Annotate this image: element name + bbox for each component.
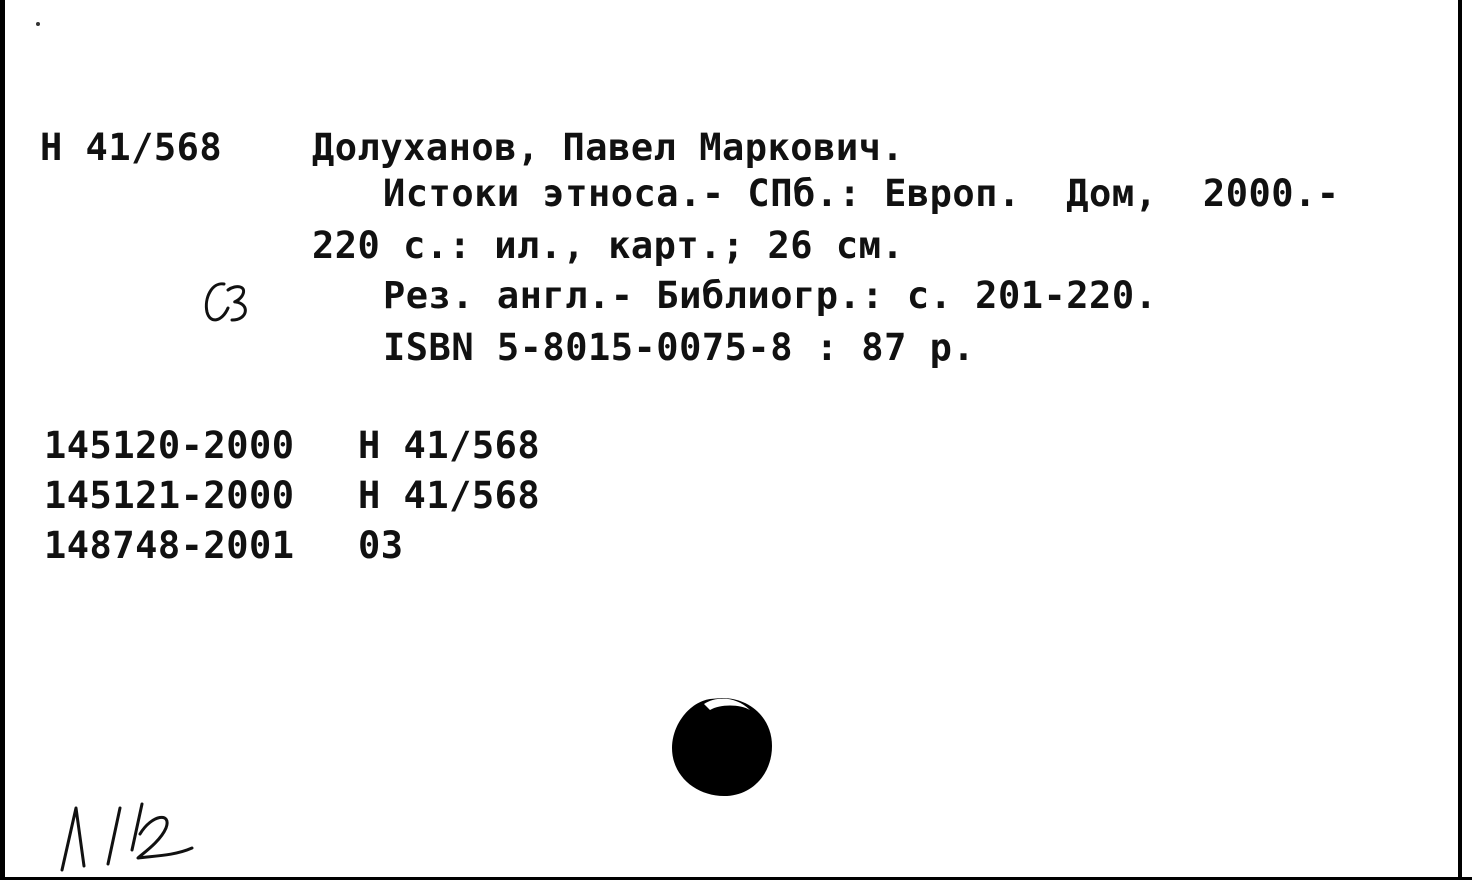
holding-inventory: 145121-2000 [44,474,295,517]
shelfmark: Н 41/568 [40,126,223,169]
handwritten-number-note [56,800,206,874]
card-left-edge [0,0,5,880]
author-heading: Долуханов, Павел Маркович. [312,126,905,169]
holding-inventory: 145120-2000 [44,424,295,467]
card-punch-hole [670,694,774,798]
card-right-edge [1458,0,1462,880]
holding-location: Н 41/568 [358,424,541,467]
scan-speck [36,22,40,26]
holding-location: 03 [358,524,404,567]
isbn-price-line: ISBN 5-8015-0075-8 : 87 р. [383,326,976,369]
notes-line: Рез. англ.- Библиогр.: с. 201-220. [383,274,1158,317]
holding-location: Н 41/568 [358,474,541,517]
title-imprint-line: Истоки этноса.- СПб.: Европ. Дом, 2000.- [383,172,1340,215]
handwritten-class-mark [198,278,262,328]
physical-description-line: 220 с.: ил., карт.; 26 см. [312,224,905,267]
holding-inventory: 148748-2001 [44,524,295,567]
